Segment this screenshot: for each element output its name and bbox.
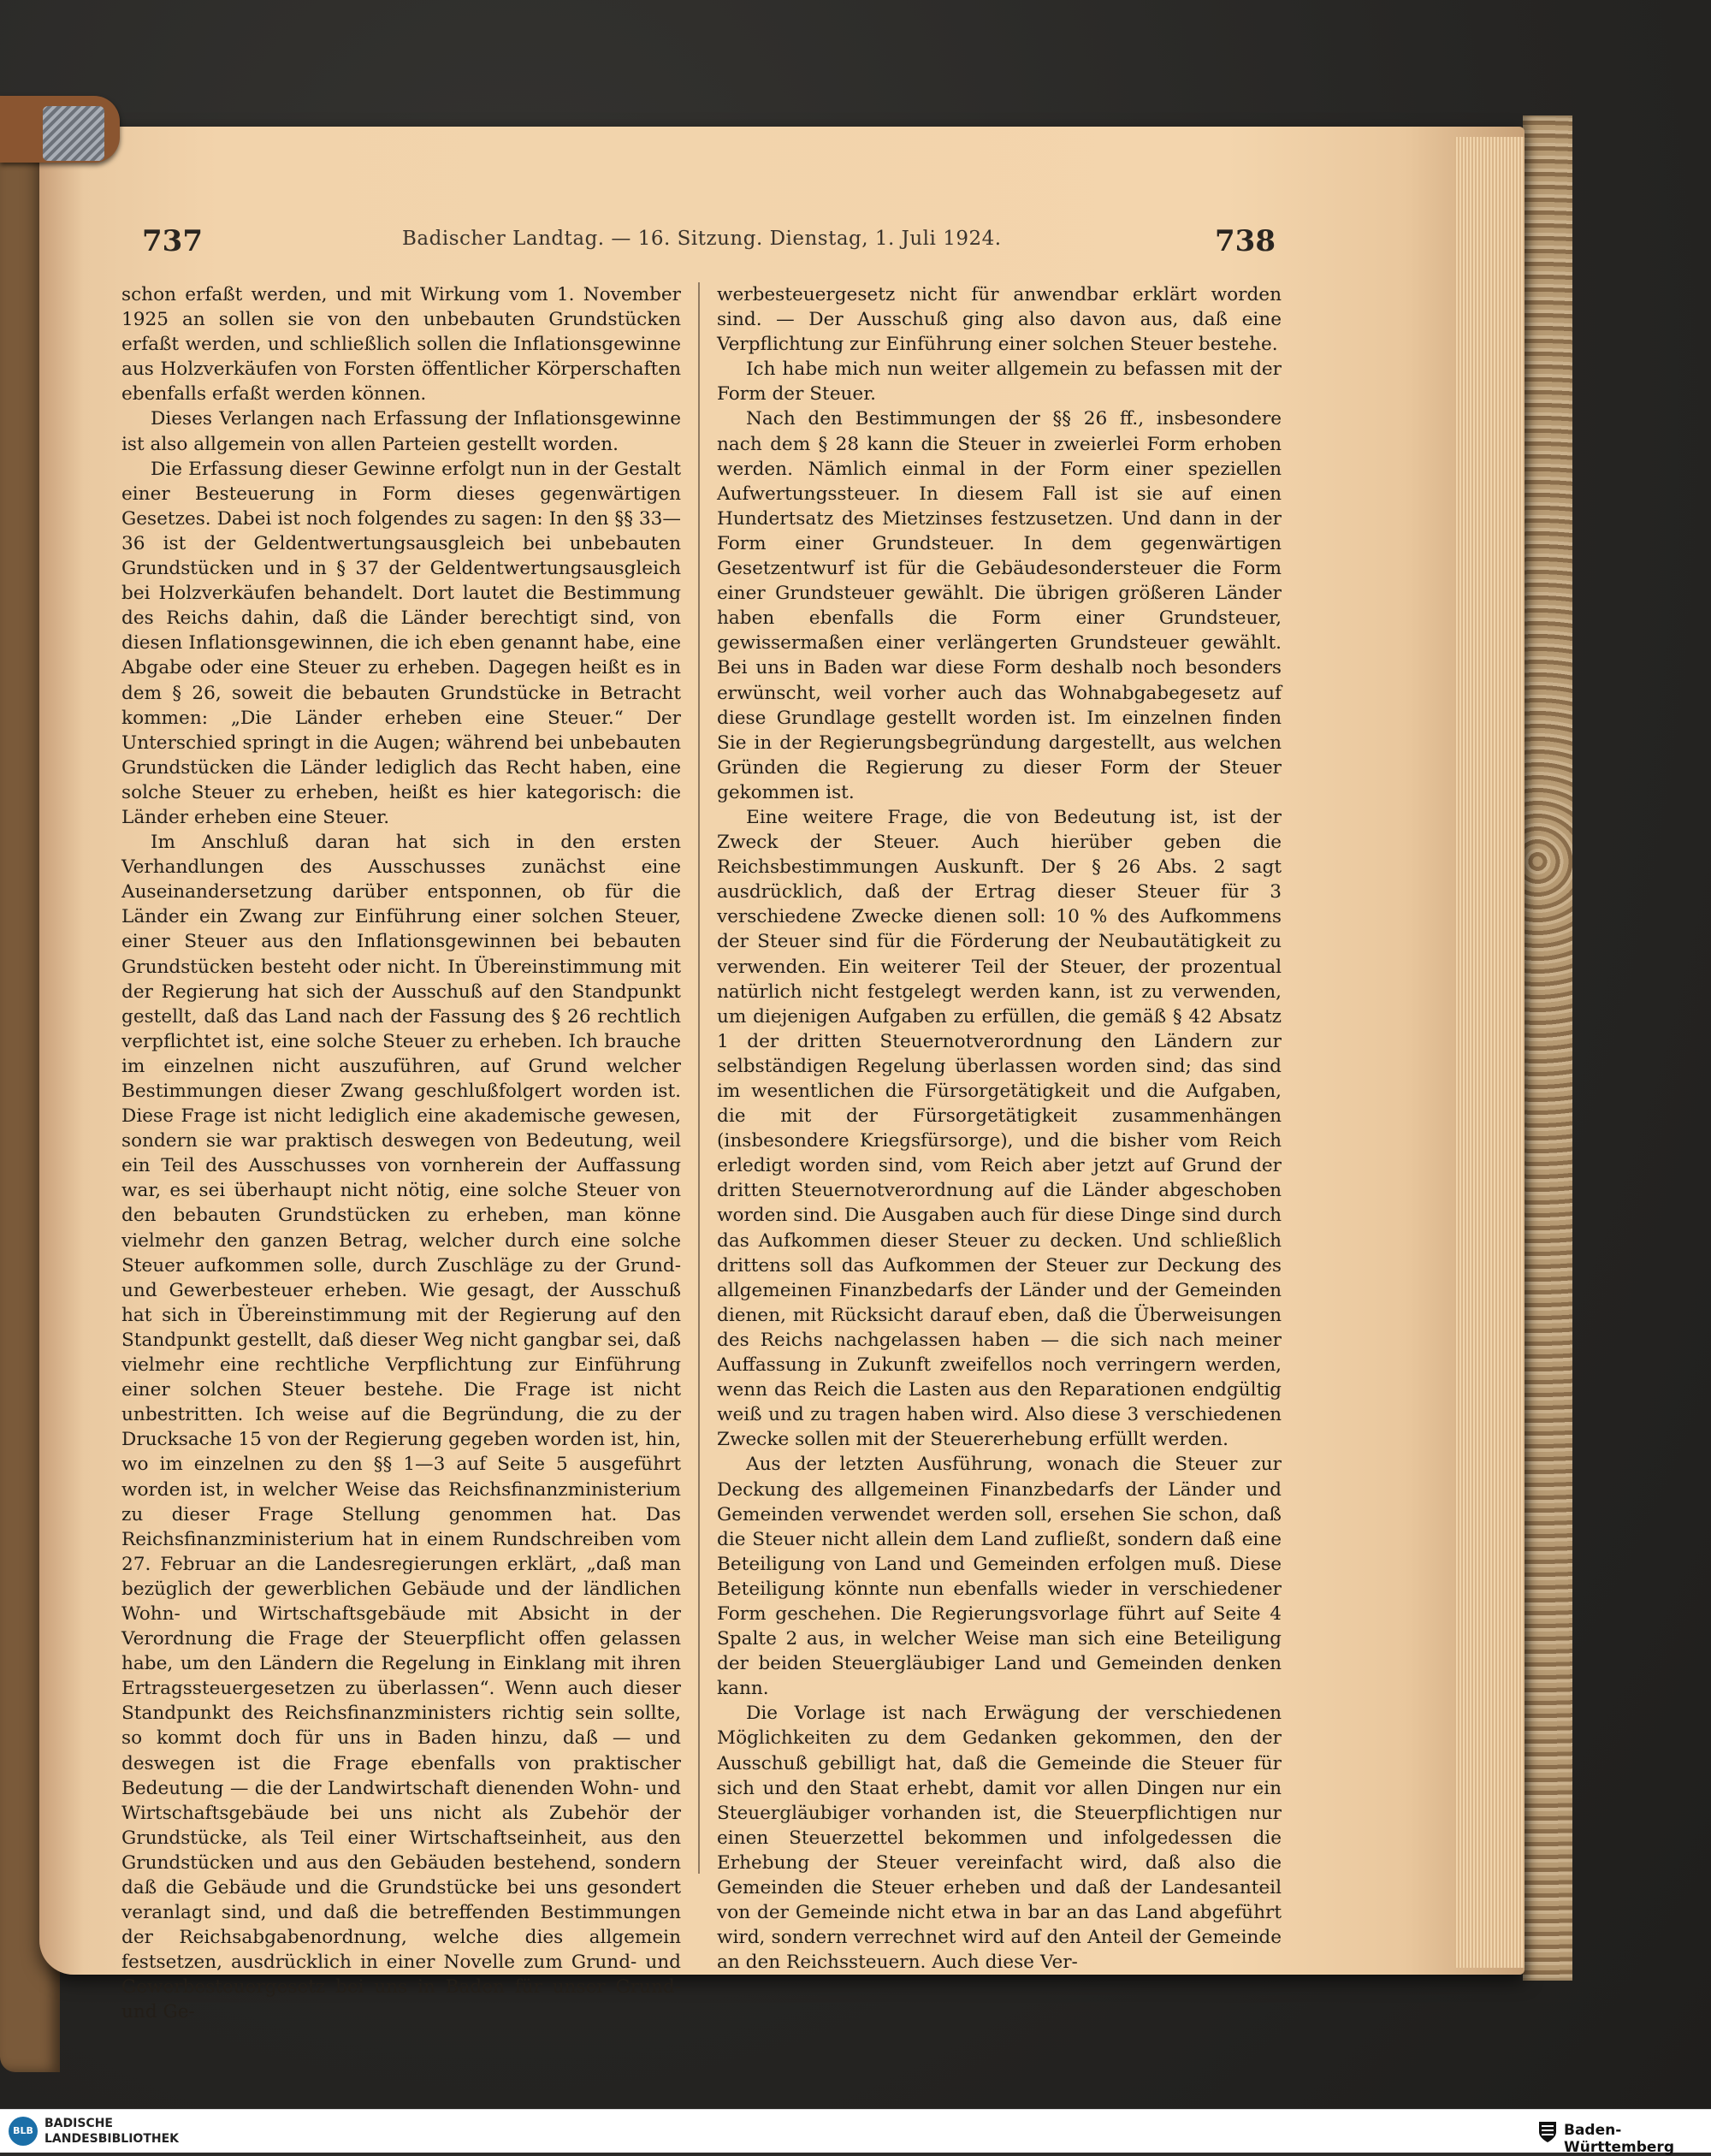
paragraph: Die Vorlage ist nach Erwägung der verschiedenen Möglichkeiten zu dem Gedanken gekommen, den der Ausschuß gebilligt hat, daß die Gemeinde die Steuer für sich und den Staat erhebt, damit vor allen Dingen nur ein Steuergläubiger vorhanden ist, die Steuerpflichtigen nur einen Steuerzettel bekommen und infolgedessen die Erhebung der Steuer vereinfacht wird, daß also die Gemeinden die Steuer erheben und daß der Landesanteil von der Gemeinde nicht etwa in bar an das Land abgeführt wird, sondern verrechnet wird auf den Anteil der Gemeinde an den Reichssteuern. Auch diese Ver- [717, 1703, 1282, 1974]
state-label[interactable]: Baden-Württemberg [1564, 2122, 1674, 2156]
paragraph: schon erfaßt werden, und mit Wirkung vom 1. November 1925 an sollen sie von den unbebauten Grundstücken erfaßt werden, und schließlich sollen die Inflationsgewinne aus Holzverkäufen von Forsten öffentlicher Körperschaften ebenfalls erfaßt werden können. [121, 284, 681, 406]
library-name-line2: LANDESBIBLIOTHEK [44, 2132, 180, 2146]
library-name[interactable] [44, 2116, 179, 2147]
left-column [121, 282, 681, 2025]
paragraph: Die Erfassung dieser Gewinne erfolgt nun in der Gestalt einer Besteuerung in Form dieses gegenwärtigen Gesetzes. Dabei ist noch folgendes zu sagen: In den §§ 33—36 ist der Geldentwertungsausgleich bei unbebauten Grundstücken und in § 37 der Geldentwertungsausgleich bei Holzverkäufen behandelt. Dort lautet die Bestimmung des Reichs dahin, daß die Länder berechtigt sind, von diesen Inflationsgewinnen, die ich eben genannt habe, eine Abgabe oder eine Steuer zu erheben. Dagegen heißt es in dem § 26, soweit die bebauten Grundstücke in Betracht kommen: „Die Länder erheben eine Steuer.“ Der Unterschied springt in die Augen; während bei unbebauten Grundstücken die Länder lediglich das Recht haben, eine solche Steuer zu erheben, heißt es hier kategorisch: die Länder erheben eine Steuer. [121, 458, 681, 828]
footer-bar [0, 2109, 1711, 2156]
right-page-number: 738 [1215, 224, 1276, 258]
running-title: Badischer Landtag. — 16. Sitzung. Dienstag, 1. Juli 1924. [402, 228, 1002, 250]
paragraph: werbesteuergesetz nicht für anwendbar erklärt worden sind. — Der Ausschuß ging also davon aus, daß eine Verpflichtung zur Einführung einer solchen Steuer bestehe. [717, 284, 1282, 356]
bookmark-band [43, 106, 104, 161]
paragraph: Dieses Verlangen nach Erfassung der Inflationsgewinne ist also allgemein von allen Parteien gestellt worden. [121, 408, 681, 455]
library-name-line1: BADISCHE [44, 2117, 113, 2130]
column-divider [698, 282, 700, 1874]
paragraph: Eine weitere Frage, die von Bedeutung ist, ist der Zweck der Steuer. Auch hierüber geben die Reichsbestimmungen Auskunft. Der § 26 Abs. 2 sagt ausdrücklich, daß der Ertrag dieser Steuer für 3 verschiedene Zwecke dienen soll: 10 % des Aufkommens der Steuer sind für die Förderung der Neubautätigkeit zu verwenden. Ein weiterer Teil der Steuer, der prozentual natürlich nicht festgelegt werden kann, ist zu verwenden, um diejenigen Aufgaben zu erfüllen, die gemäß § 42 Absatz 1 der dritten Steuernotverordnung den Ländern zur selbständigen Regelung überlassen worden sind; das sind im wesentlichen die Fürsorgetätigkeit und die Aufgaben, die mit der Fürsorgetätigkeit zusammenhängen (insbesondere Kriegsfürsorge), und die bisher vom Reich erledigt worden sind, vom Reich aber jetzt auf Grund der dritten Steuernotverordnung auf die Länder abgeschoben worden sind. Die Ausgaben auch für diese Dinge sind durch das Aufkommen dieser Steuer zu decken. Und schließlich drittens soll das Aufkommen der Steuer zur Deckung des allgemeinen Finanzbedarfs der Länder und der Gemeinden dienen, mit Rücksicht darauf eben, daß die Überweisungen des Reichs nachgelassen haben — die sich nach meiner Auffassung in Zukunft zweifellos noch verringern werden, wenn das Reich die Lasten aus den Reparationen endgültig weiß und zu tragen haben wird. Also diese 3 verschiedenen Zwecke sollen mit der Steuererhebung erfüllt werden. [717, 806, 1282, 1451]
blb-logo[interactable]: BLB [9, 2117, 38, 2146]
paragraph: Aus der letzten Ausführung, wonach die Steuer zur Deckung des allgemeinen Finanzbedarfs der Länder und Gemeinden verwendet werden soll, ersehen Sie schon, daß die Steuer nicht allein dem Land zufließt, sondern daß eine Beteiligung von Land und Gemeinden erfolgen muß. Diese Beteiligung könnte nun ebenfalls wieder in verschiedener Form geschehen. Die Regierungsvorlage führt auf Seite 4 Spalte 2 aus, in welcher Weise man sich eine Beteiligung der beiden Steuergläubiger Land und Gemeinden denken kann. [717, 1454, 1282, 1700]
left-page-number: 737 [142, 224, 203, 258]
coat-of-arms-icon [1536, 2118, 1559, 2144]
paragraph: Ich habe mich nun weiter allgemein zu befassen mit der Form der Steuer. [717, 358, 1282, 406]
right-column [717, 282, 1282, 1975]
book-cover-right [1523, 116, 1572, 1981]
paragraph: Im Anschluß daran hat sich in den ersten Verhandlungen des Ausschusses zunächst eine Auseinandersetzung darüber entsponnen, ob für die Länder ein Zwang zur Einführung einer solchen Steuer, einer Steuer aus den Inflationsgewinnen bei bebauten Grundstücken besteht oder nicht. In Übereinstimmung mit der Regierung hat sich der Ausschuß auf den Standpunkt gestellt, daß das Land nach der Fassung des § 26 rechtlich verpflichtet ist, eine solche Steuer zu erheben. Ich brauche im einzelnen nicht auszuführen, auf Grund welcher Bestimmungen dieser Zwang geschlußfolgert worden ist. Diese Frage ist nicht lediglich eine akademische gewesen, sondern sie war praktisch deswegen von Bedeutung, weil ein Teil des Ausschusses von vornherein der Auffassung war, es sei überhaupt nicht nötig, eine solche Steuer von den bebauten Grundstücken zu erheben, man könne vielmehr den ganzen Betrag, welcher durch eine solche Steuer aufkommen solle, durch Zuschläge zu der Grund- und Gewerbesteuer erheben. Wie gesagt, der Ausschuß hat sich in Übereinstimmung mit der Regierung auf den Standpunkt gestellt, daß dieser Weg nicht gangbar sei, daß vielmehr eine rechtliche Verpflichtung zur Einführung einer solchen Steuer bestehe. Die Frage ist nicht unbestritten. Ich weise auf die Begründung, die zu der Drucksache 15 von der Regierung gegeben worden ist, hin, wo im einzelnen zu den §§ 1—3 auf Seite 5 ausgeführt worden ist, in welcher Weise das Reichsfinanzministerium zu dieser Frage Stellung genommen hat. Das Reichsfinanzministerium hat in einem Rundschreiben vom 27. Februar an die Landesregierungen erklärt, „daß man bezüglich der gewerblichen Gebäude und der ländlichen Wohn- und Wirtschaftsgebäude mit Absicht in der Verordnung die Frage der Steuerpflicht offen gelassen habe, um den Ländern die Regelung in Einklang mit ihren Ertragssteuergesetzen zu überlassen“. Wenn auch dieser Standpunkt des Reichsfinanzministers richtig sein sollte, so kommt doch für uns in Baden hinzu, daß — und deswegen ist die Frage ebenfalls von praktischer Bedeutung — die der Landwirtschaft dienenden Wohn- und Wirtschaftsgebäude bei uns nicht als Zubehör der Grundstücke, als Teil einer Wirtschaftseinheit, aus den Grundstücken und aus den Gebäuden bestehend, sondern daß die Gebäude und die Grundstücke bei uns gesondert veranlagt sind, und daß die betreffenden Bestimmungen der Reichsabgabenordnung, welche dies allgemein festsetzen, ausdrücklich in einer Novelle zum Grund- und Gewerbesteuergesetz bei uns in Baden für unser Grund- und Ge- [121, 832, 681, 2023]
paragraph: Nach den Bestimmungen der §§ 26 ff., insbesondere nach dem § 28 kann die Steuer in zweierlei Form erhoben werden. Nämlich einmal in der Form einer speziellen Aufwertungssteuer. In diesem Fall ist sie auf einen Hundertsatz des Mietzinses festzusetzen. Und dann in der Form einer Grundsteuer. In dem gegenwärtigen Gesetzentwurf ist für die Gebäudesondersteuer die Form einer Grundsteuer gewählt. Die übrigen größeren Länder haben ebenfalls die Form einer Grundsteuer, gewissermaßen einer verlängerten Grundsteuer gewählt. Bei uns in Baden war diese Form deshalb noch besonders erwünscht, weil vorher auch das Wohnabgabegesetz auf diese Grundlage gestellt worden ist. Im einzelnen finden Sie in der Regierungsbegründung dargestellt, aus welchen Gründen die Regierung zu dieser Form der Steuer gekommen ist. [717, 408, 1282, 803]
page-edges [1454, 137, 1525, 1968]
